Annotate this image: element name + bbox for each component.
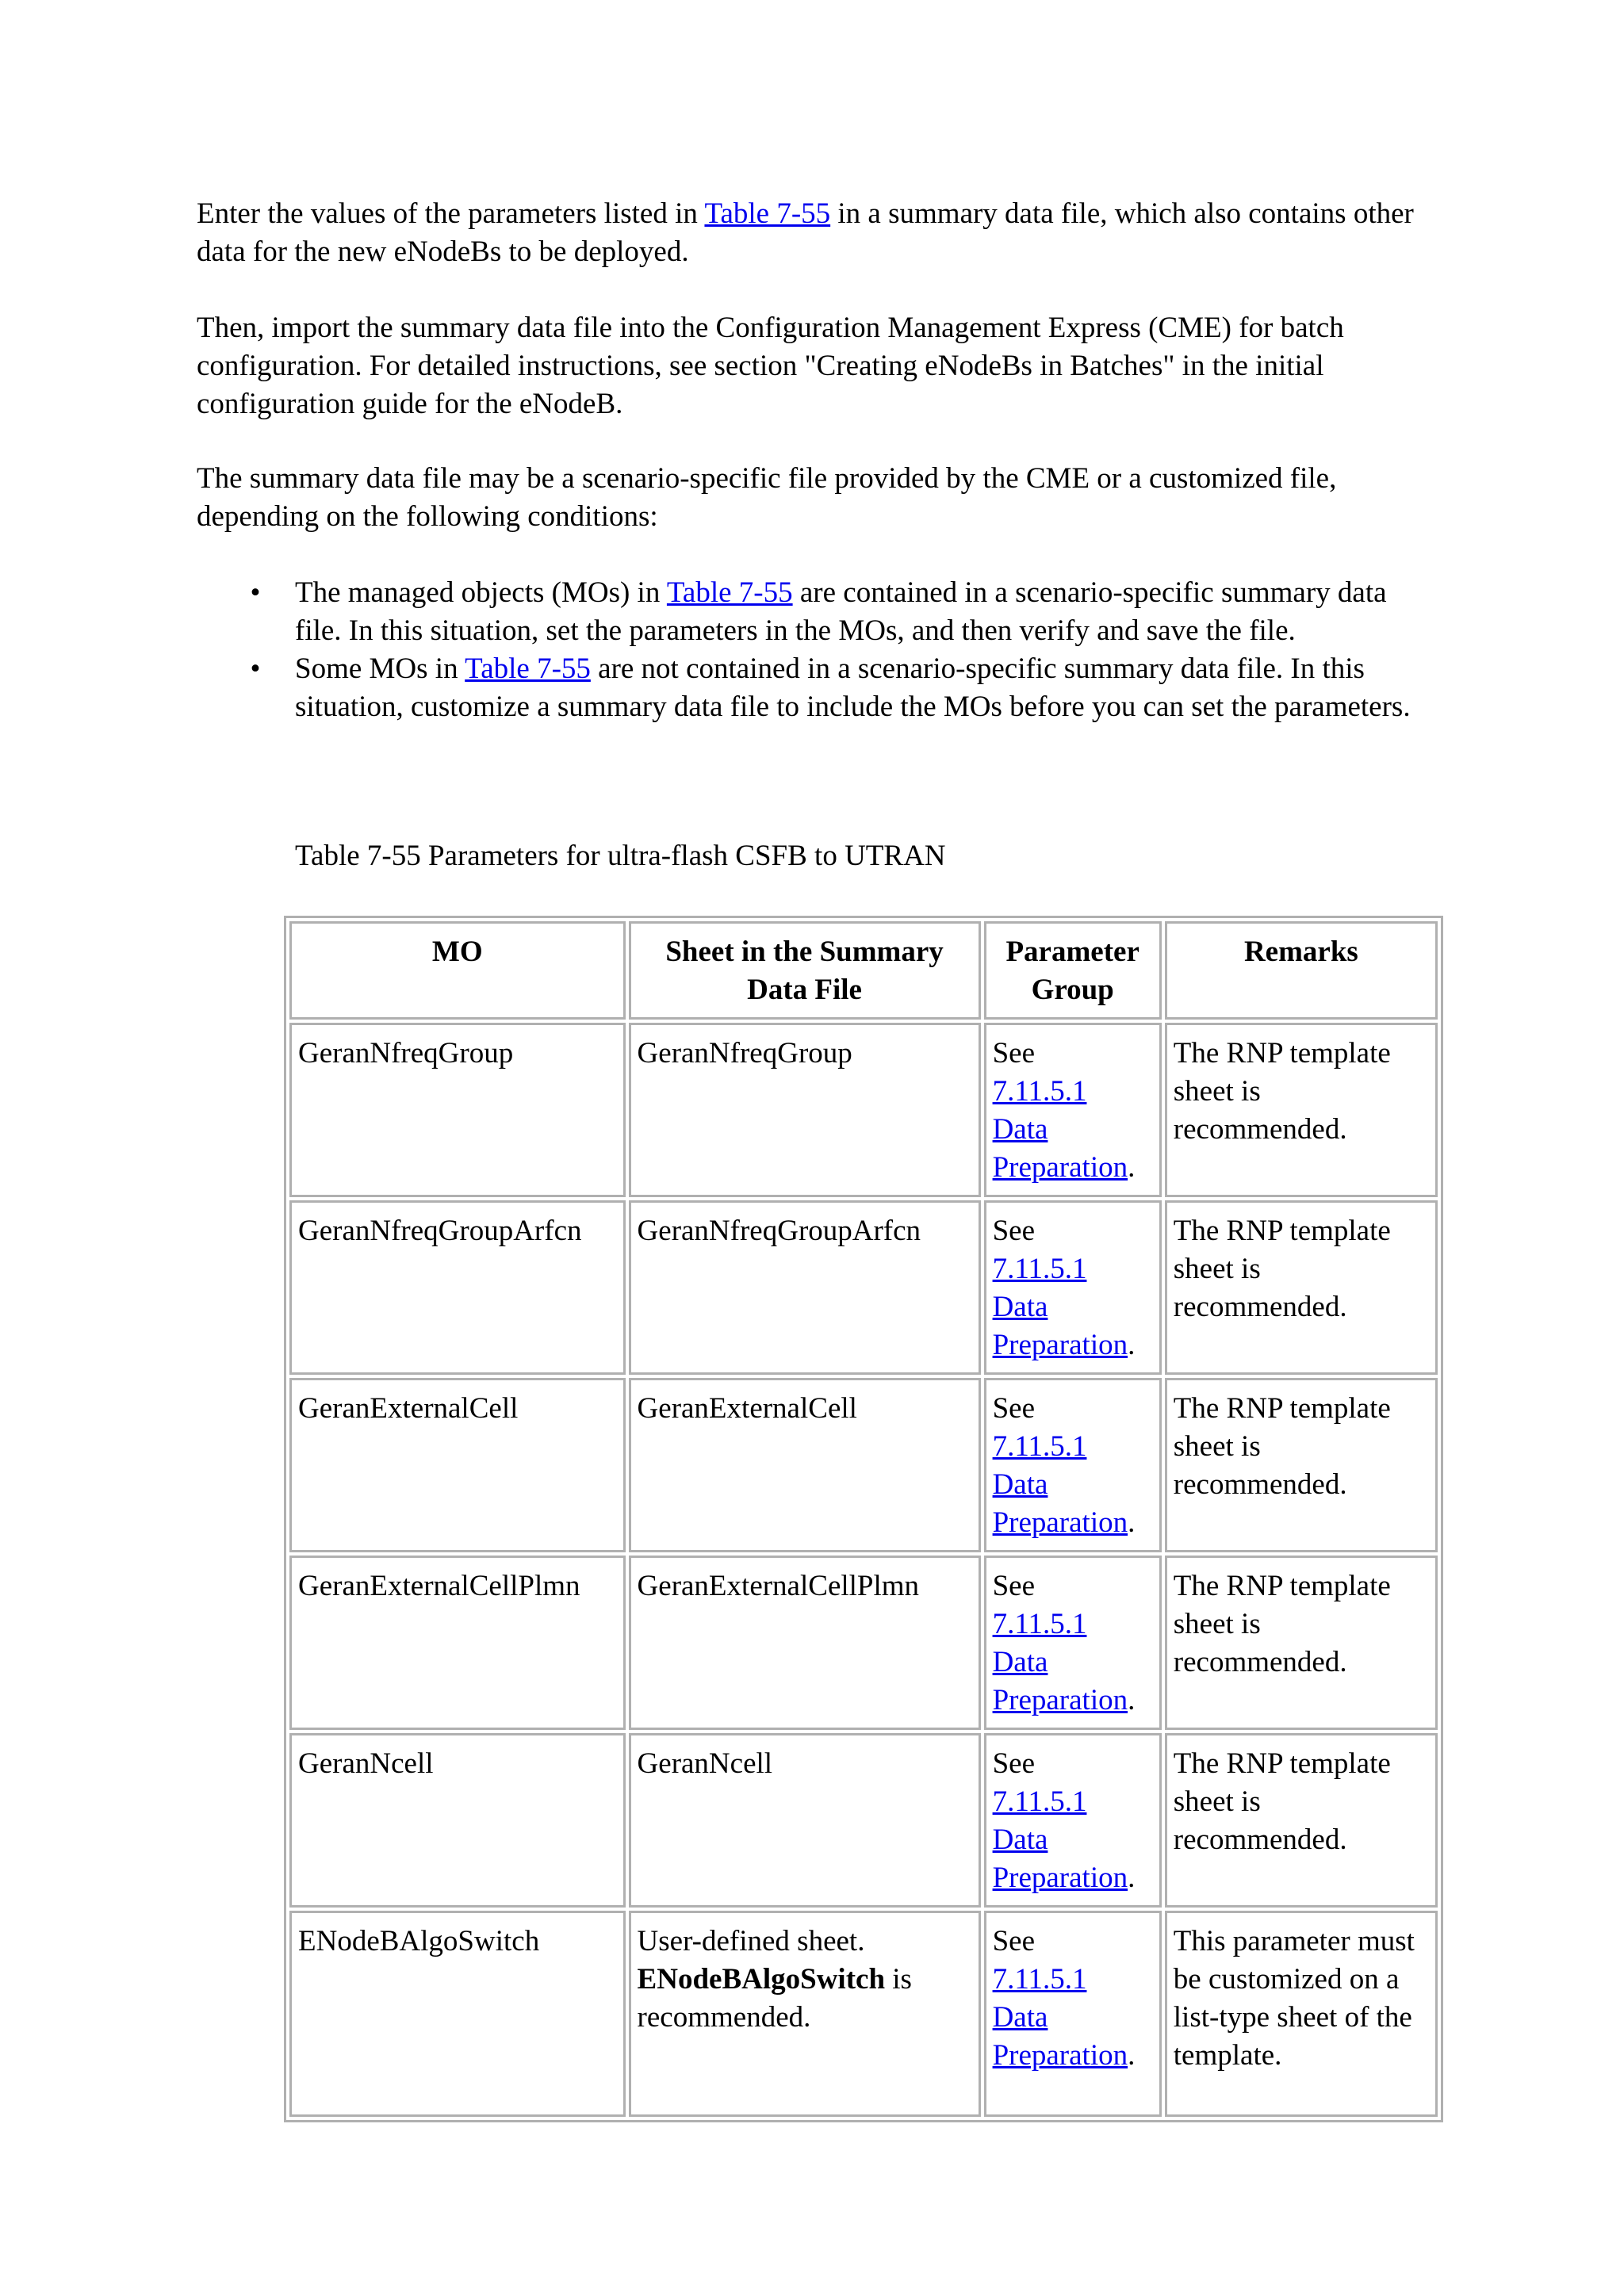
data-link[interactable]: Data: [992, 1468, 1048, 1501]
sheet-name-bold: ENodeBAlgoSwitch: [637, 1963, 886, 1996]
table-7-55-link[interactable]: Table 7-55: [666, 576, 793, 609]
list-item-text-before: Some MOs in: [295, 652, 465, 685]
period: .: [1128, 1862, 1136, 1894]
cell-remarks: This parameter must be customized on a list-type sheet of the template.: [1165, 1911, 1438, 2117]
header-parameter-group: Parameter Group: [984, 921, 1162, 1020]
cell-mo: ENodeBAlgoSwitch: [289, 1911, 626, 2117]
table-row: [289, 1200, 1438, 1375]
cell-sheet: GeranExternalCell: [629, 1378, 981, 1552]
see-label: See: [992, 1747, 1035, 1780]
section-number-link[interactable]: 7.11.5.1: [992, 1430, 1087, 1463]
period: .: [1128, 2039, 1136, 2072]
cell-mo: GeranExternalCellPlmn: [289, 1556, 626, 1730]
list-item-text-after: are contained in a scenario-specific summary data file. In this situation, set the parameters in the MOs, and then verify and save the file.: [295, 576, 1387, 647]
sheet-text-after: is recommended.: [637, 1963, 912, 2034]
header-remarks: Remarks: [1165, 921, 1438, 1020]
period: .: [1128, 1329, 1136, 1361]
table-7-55-link[interactable]: Table 7-55: [465, 652, 591, 685]
cell-mo: GeranNfreqGroup: [289, 1023, 626, 1197]
cell-sheet: GeranNfreqGroupArfcn: [629, 1200, 981, 1375]
cell-sheet: GeranNcell: [629, 1733, 981, 1908]
see-label: See: [992, 1215, 1035, 1247]
table-7-55-link[interactable]: Table 7-55: [704, 197, 831, 230]
intro-paragraph-1-text-before: Enter the values of the parameters listed in: [197, 197, 705, 230]
cell-sheet: GeranNfreqGroup: [629, 1023, 981, 1197]
cell-parameter-group: [984, 1911, 1162, 2117]
cell-mo: GeranExternalCell: [289, 1378, 626, 1552]
cell-parameter-group: [984, 1023, 1162, 1197]
see-label: See: [992, 1570, 1035, 1602]
cell-remarks: The RNP template sheet is recommended.: [1165, 1733, 1438, 1908]
cell-parameter-group: [984, 1378, 1162, 1552]
preparation-link[interactable]: Preparation: [992, 2039, 1128, 2072]
cell-parameter-group: [984, 1556, 1162, 1730]
table-row: [289, 1733, 1438, 1908]
table-header-row: [289, 921, 1438, 1020]
list-item-text-after: are not contained in a scenario-specific summary data file. In this situation, customize a summary data file to include the MOs before you can set the parameters.: [295, 652, 1411, 723]
cell-mo: GeranNfreqGroupArfcn: [289, 1200, 626, 1375]
section-number-link[interactable]: 7.11.5.1: [992, 1253, 1087, 1285]
period: .: [1128, 1506, 1136, 1539]
intro-paragraph-1: [197, 195, 1418, 271]
list-item-text-before: The managed objects (MOs) in: [295, 576, 667, 609]
table-row: [289, 1556, 1438, 1730]
preparation-link[interactable]: Preparation: [992, 1684, 1128, 1716]
table-caption: Table 7-55 Parameters for ultra-flash CSFB to UTRAN: [295, 840, 946, 872]
section-number-link[interactable]: 7.11.5.1: [992, 1785, 1087, 1818]
see-label: See: [992, 1392, 1035, 1425]
data-link[interactable]: Data: [992, 1823, 1048, 1856]
preparation-link[interactable]: Preparation: [992, 1151, 1128, 1184]
see-label: See: [992, 1925, 1035, 1957]
cell-sheet: GeranExternalCellPlmn: [629, 1556, 981, 1730]
intro-paragraph-3: The summary data file may be a scenario-specific file provided by the CME or a customized file, depending on the following conditions:: [197, 462, 1337, 533]
parameters-table: [284, 916, 1443, 2122]
bullet-icon: •: [250, 576, 261, 609]
data-link[interactable]: Data: [992, 2001, 1048, 2034]
bullet-icon: •: [250, 652, 261, 685]
period: .: [1128, 1684, 1136, 1716]
cell-remarks: The RNP template sheet is recommended.: [1165, 1378, 1438, 1552]
preparation-link[interactable]: Preparation: [992, 1506, 1128, 1539]
cell-parameter-group: [984, 1733, 1162, 1908]
intro-paragraph-2: Then, import the summary data file into the Configuration Management Express (CME) for batch configuration. For detailed instructions, see section "Creating eNodeBs in Batches" in the initial configuration guide for the eNodeB.: [197, 312, 1344, 420]
cell-remarks: The RNP template sheet is recommended.: [1165, 1556, 1438, 1730]
conditions-list: [197, 574, 1434, 726]
header-sheet: Sheet in the Summary Data File: [629, 921, 981, 1020]
table-row: [289, 1378, 1438, 1552]
period: .: [1128, 1151, 1136, 1184]
intro-paragraph-1-text-after: in a summary data file, which also contains other data for the new eNodeBs to be deployed.: [197, 197, 1414, 268]
section-number-link[interactable]: 7.11.5.1: [992, 1075, 1087, 1108]
data-link[interactable]: Data: [992, 1113, 1048, 1146]
cell-mo: GeranNcell: [289, 1733, 626, 1908]
data-link[interactable]: Data: [992, 1646, 1048, 1678]
list-item: [197, 574, 1434, 650]
header-mo: MO: [289, 921, 626, 1020]
preparation-link[interactable]: Preparation: [992, 1329, 1128, 1361]
cell-remarks: The RNP template sheet is recommended.: [1165, 1200, 1438, 1375]
cell-sheet: [629, 1911, 981, 2117]
cell-parameter-group: [984, 1200, 1162, 1375]
table-row: [289, 1911, 1438, 2117]
sheet-text: User-defined sheet.: [637, 1925, 865, 1957]
see-label: See: [992, 1037, 1035, 1070]
table-row: [289, 1023, 1438, 1197]
section-number-link[interactable]: 7.11.5.1: [992, 1963, 1087, 1996]
section-number-link[interactable]: 7.11.5.1: [992, 1608, 1087, 1640]
data-link[interactable]: Data: [992, 1291, 1048, 1323]
list-item: [197, 650, 1434, 726]
preparation-link[interactable]: Preparation: [992, 1862, 1128, 1894]
cell-remarks: The RNP template sheet is recommended.: [1165, 1023, 1438, 1197]
